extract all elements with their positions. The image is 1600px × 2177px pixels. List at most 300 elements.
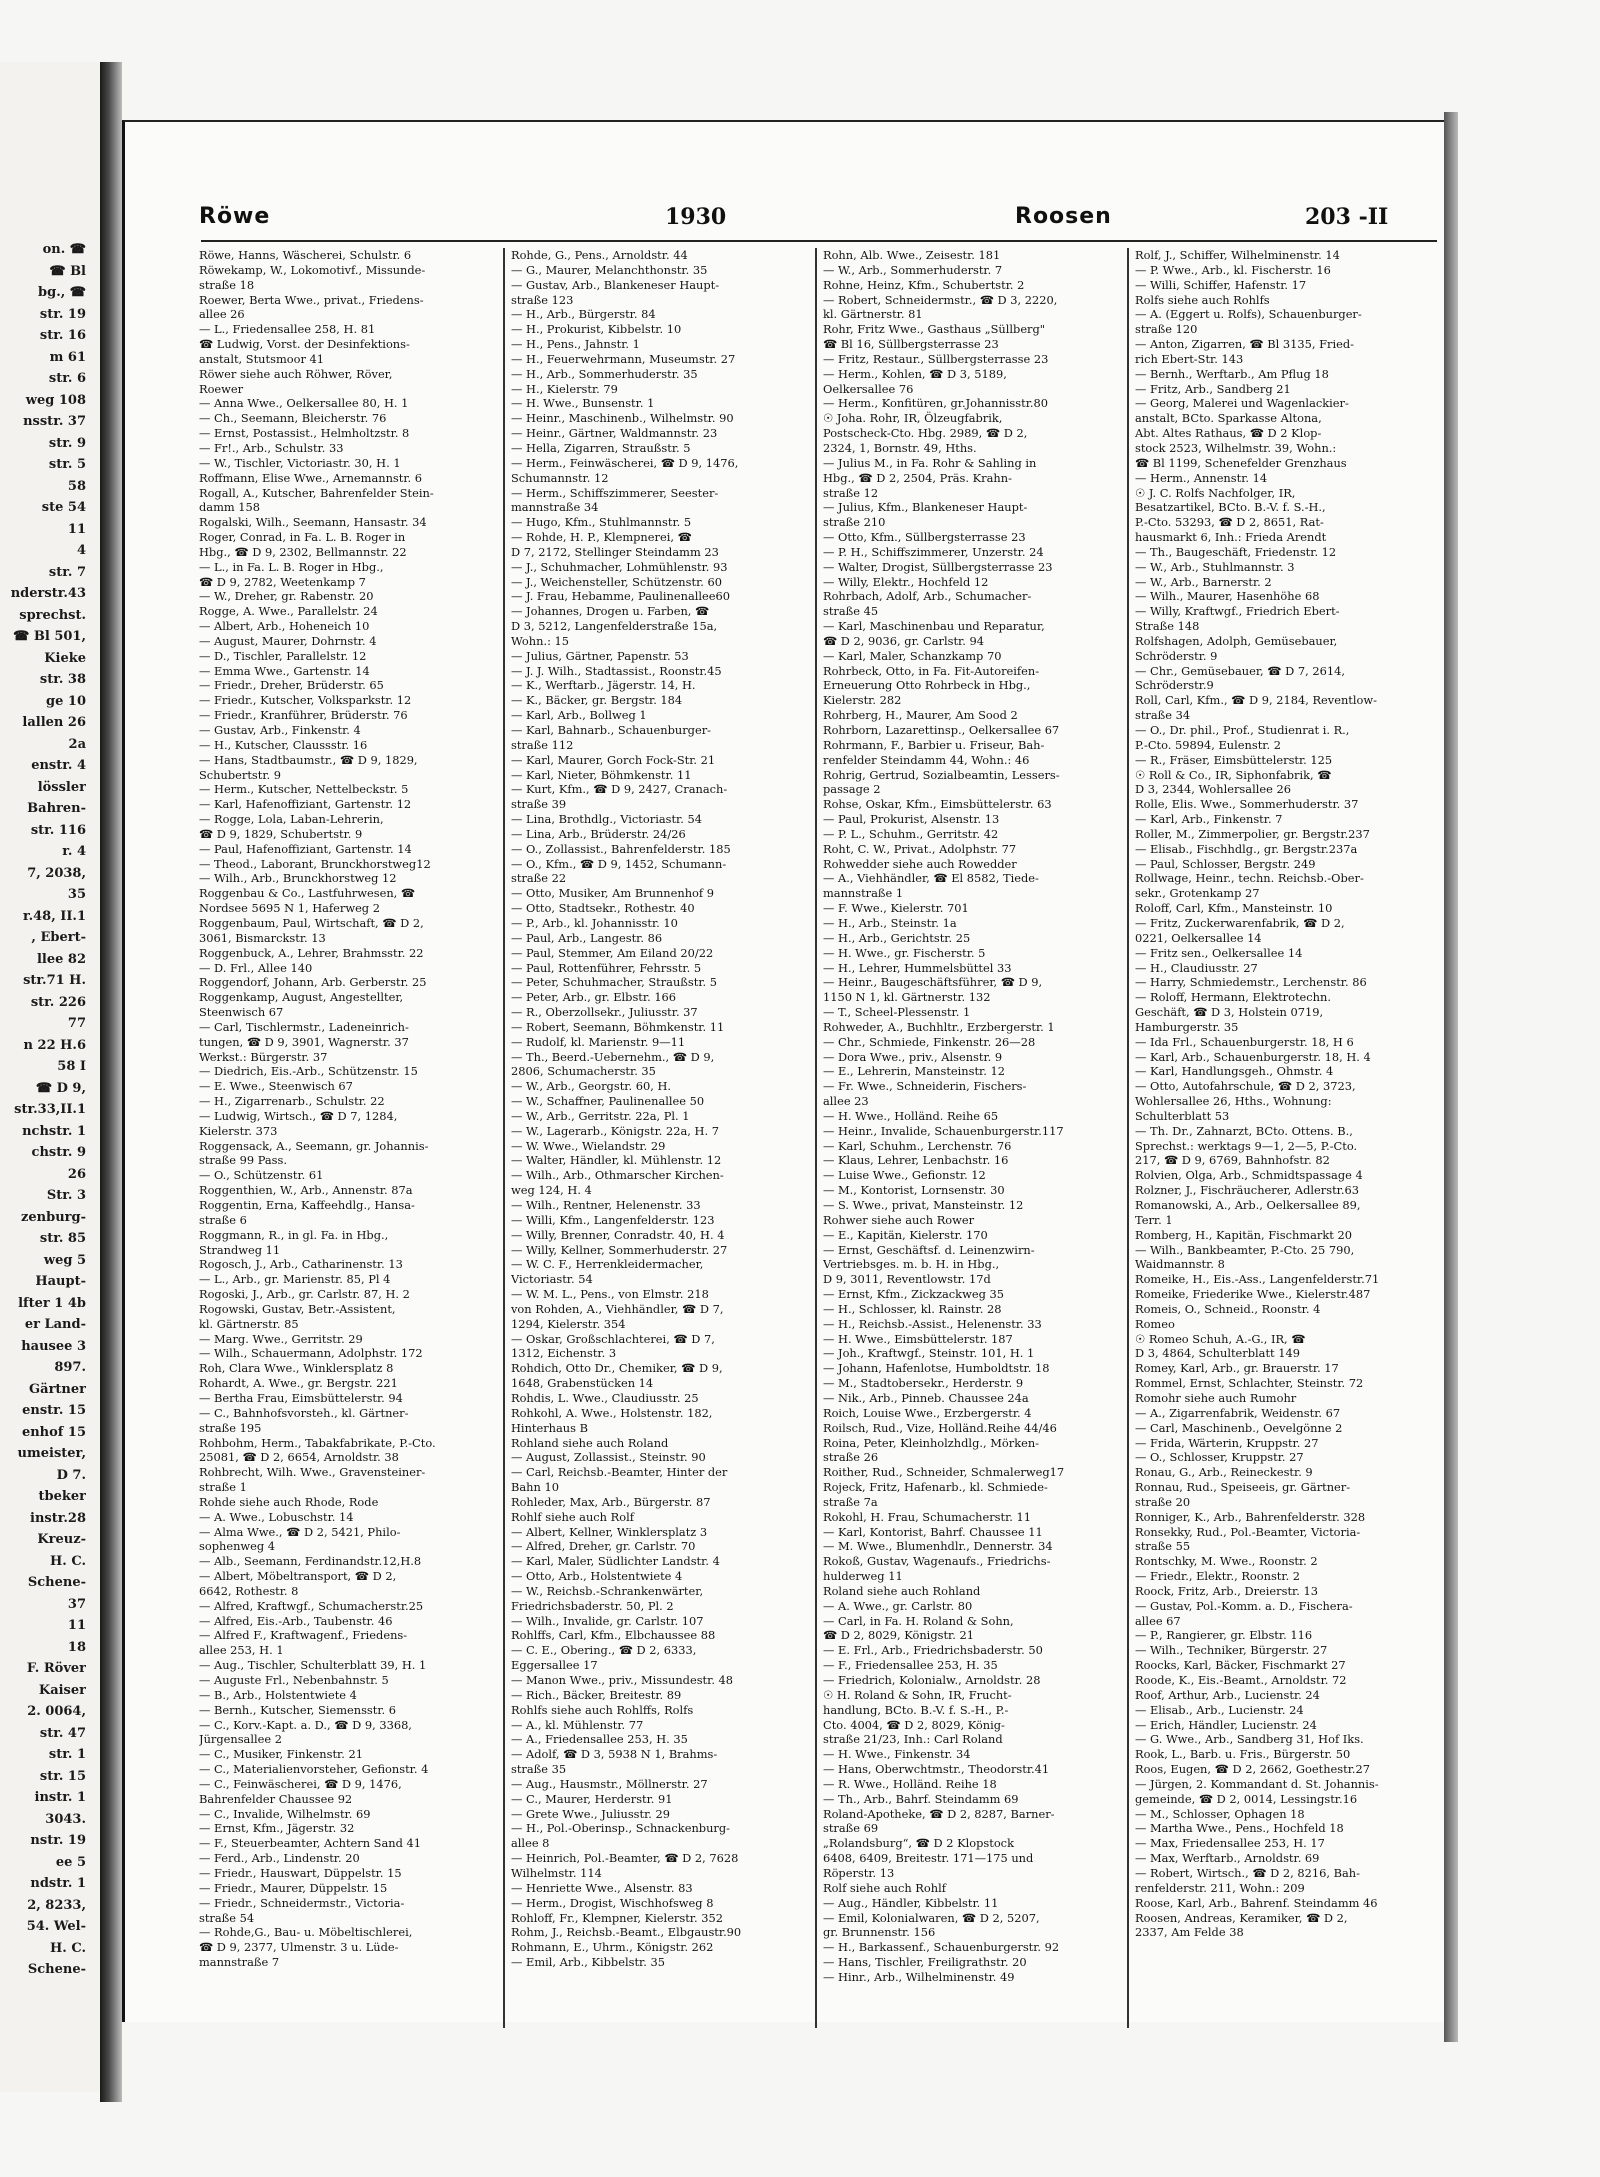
directory-entry-line: Schulterblatt 53 bbox=[1135, 1108, 1230, 1123]
page-number: 203 -II bbox=[1305, 204, 1389, 230]
directory-entry-line: — W., Tischler, Victoriastr. 30, H. 1 bbox=[199, 455, 401, 470]
directory-entry-line: — Anna Wwe., Oelkersallee 80, H. 1 bbox=[199, 396, 409, 411]
directory-entry-line: — Albert, Möbeltransport, ☎ D 2, bbox=[199, 1569, 397, 1584]
directory-entry-line: — Klaus, Lehrer, Lenbachstr. 16 bbox=[823, 1153, 1009, 1168]
directory-entry-line: straße 55 bbox=[1135, 1539, 1191, 1554]
directory-entry-line: — H., Kutscher, Claussstr. 16 bbox=[199, 737, 368, 752]
directory-entry-line: — R. Wwe., Holländ. Reihe 18 bbox=[823, 1776, 997, 1791]
directory-entry-line: — Kurt, Kfm., ☎ D 9, 2427, Cranach- bbox=[511, 782, 728, 797]
directory-entry-line: — A. Wwe., Lobuschstr. 14 bbox=[199, 1509, 354, 1524]
directory-entry-line: — Rudolf, kl. Marienstr. 9—11 bbox=[511, 1034, 686, 1049]
directory-entry-line: von Rohden, A., Viehhändler, ☎ D 7, bbox=[511, 1301, 724, 1316]
directory-entry-line: Rohwer siehe auch Rower bbox=[823, 1212, 975, 1227]
directory-entry-line: — D., Tischler, Parallelstr. 12 bbox=[199, 648, 367, 663]
directory-entry-line: — C., Invalide, Wilhelmstr. 69 bbox=[199, 1806, 371, 1821]
directory-entry-line: — D. Frl., Allee 140 bbox=[199, 960, 313, 975]
directory-entry-line: Strandweg 11 bbox=[199, 1242, 281, 1257]
directory-entry-line: Rohrbach, Adolf, Arb., Schumacher- bbox=[823, 589, 1032, 604]
directory-entry-line: — H., Claudiusstr. 27 bbox=[1135, 960, 1258, 975]
directory-entry-line: straße 1 bbox=[199, 1480, 247, 1495]
directory-entry-line: Rohde siehe auch Rhode, Rode bbox=[199, 1494, 379, 1509]
directory-entry-line: — Manon Wwe., priv., Missundestr. 48 bbox=[511, 1673, 734, 1687]
directory-entry-line: — Alfred, Kraftwgf., Schumacherstr.25 bbox=[199, 1598, 424, 1613]
previous-page-text: str. 38 bbox=[39, 672, 86, 687]
previous-page-text: nderstr.43 bbox=[10, 586, 86, 601]
directory-entry-line: — W., Schaffner, Paulinenallee 50 bbox=[511, 1094, 705, 1109]
directory-entry-line: — Ernst, Kfm., Jägerstr. 32 bbox=[199, 1821, 355, 1836]
directory-entry-line: — Carl, Reichsb.-Beamter, Hinter der bbox=[511, 1465, 728, 1480]
directory-entry-line: — Bertha Frau, Eimsbüttelerstr. 94 bbox=[199, 1390, 403, 1405]
directory-entry-line: Straße 148 bbox=[1135, 619, 1200, 634]
directory-entry-line: — Aug., Hausmstr., Möllnerstr. 27 bbox=[511, 1776, 708, 1791]
directory-entry-line: — Wilh., Invalide, gr. Carlstr. 107 bbox=[511, 1613, 704, 1628]
directory-entry-line: — J. J. Wilh., Stadtassist., Roonstr.45 bbox=[511, 663, 722, 678]
directory-entry-line: — Th., Arb., Bahrf. Steindamm 69 bbox=[823, 1791, 1019, 1806]
directory-entry-line: Rolf siehe auch Rohlf bbox=[823, 1880, 946, 1895]
directory-entry-line: Schubertstr. 9 bbox=[199, 767, 282, 782]
directory-entry-line: ☎ D 2, 9036, gr. Carlstr. 94 bbox=[823, 633, 984, 648]
directory-entry-line: — Paul, Rottenführer, Fehrsstr. 5 bbox=[511, 960, 702, 975]
directory-entry-line: — Ludwig, Wirtsch., ☎ D 7, 1284, bbox=[199, 1108, 398, 1123]
directory-entry-line: Roland-Apotheke, ☎ D 2, 8287, Barner- bbox=[823, 1806, 1055, 1821]
directory-entry-line: Vertriebsges. m. b. H. in Hbg., bbox=[823, 1257, 1000, 1272]
directory-entry-line: — Wilh., Arb., Othmarscher Kirchen- bbox=[511, 1168, 724, 1183]
previous-page-text: ste 54 bbox=[41, 500, 86, 515]
previous-page-text: nstr. 19 bbox=[30, 1833, 86, 1848]
directory-entry-line: — H., Barkassenf., Schauenburgerstr. 92 bbox=[823, 1940, 1060, 1955]
directory-entry-line: — Nik., Arb., Pinneb. Chaussee 24a bbox=[823, 1390, 1029, 1405]
previous-page-text: llee 82 bbox=[36, 951, 86, 967]
directory-entry-line: Rojeck, Fritz, Hafenarb., kl. Schmiede- bbox=[823, 1480, 1048, 1495]
directory-entry-line: 1150 N 1, kl. Gärtnerstr. 132 bbox=[823, 990, 991, 1005]
directory-entry-line: — Max, Werftarb., Arnoldstr. 69 bbox=[1135, 1851, 1320, 1866]
directory-entry-line: Rohrmann, F., Barbier u. Friseur, Bah- bbox=[823, 737, 1045, 752]
directory-entry-line: Roll, Carl, Kfm., ☎ D 9, 2184, Reventlow- bbox=[1135, 693, 1377, 708]
directory-entry-line: — O., Schlosser, Kruppstr. 27 bbox=[1135, 1450, 1304, 1465]
directory-entry-line: straße 7a bbox=[823, 1494, 878, 1509]
directory-entry-line: 6642, Rothestr. 8 bbox=[199, 1583, 299, 1598]
directory-entry-line: Rohrig, Gertrud, Sozialbeamtin, Lessers- bbox=[823, 767, 1060, 782]
directory-entry-line: straße 39 bbox=[511, 797, 567, 812]
directory-entry-line: — O., Zollassist., Bahrenfelderstr. 185 bbox=[511, 841, 731, 856]
previous-page-text: H. C. bbox=[50, 1553, 86, 1569]
previous-page-text: Gärtner bbox=[29, 1381, 86, 1397]
directory-entry-line: Erneuerung Otto Rohrbeck in Hbg., bbox=[823, 678, 1031, 693]
directory-entry-line: — Herm., Kutscher, Nettelbeckstr. 5 bbox=[199, 782, 409, 797]
directory-entry-line: Rogall, A., Kutscher, Bahrenfelder Stein- bbox=[199, 485, 434, 500]
previous-page-text: 2, 8233, bbox=[27, 1897, 86, 1913]
directory-entry-line: Roland siehe auch Rohland bbox=[823, 1583, 981, 1598]
directory-entry-line: — Paul, Stemmer, Am Eiland 20/22 bbox=[511, 945, 714, 960]
directory-entry-line: — Alfred, Dreher, gr. Carlstr. 70 bbox=[511, 1539, 696, 1554]
directory-entry-line: — Friedrich, Kolonialw., Arnoldstr. 28 bbox=[823, 1673, 1041, 1687]
directory-entry-line: — Albert, Kellner, Winklersplatz 3 bbox=[511, 1524, 708, 1539]
previous-page-text: r. 4 bbox=[62, 844, 86, 859]
directory-entry-line: — G. Wwe., Arb., Sandberg 31, Hof Iks. bbox=[1135, 1732, 1364, 1747]
directory-entry-line: — Friedr., Maurer, Düppelstr. 15 bbox=[199, 1880, 388, 1895]
directory-entry-line: — Harry, Schmiedemstr., Lerchenstr. 86 bbox=[1135, 975, 1367, 990]
directory-entry-line: — Hella, Zigarren, Straußstr. 5 bbox=[511, 440, 691, 455]
directory-entry-line: Oelkersallee 76 bbox=[823, 381, 914, 396]
directory-entry-line: — Carl, in Fa. H. Roland & Sohn, bbox=[823, 1613, 1014, 1628]
directory-entry-line: — E., Kapitän, Kielerstr. 170 bbox=[823, 1227, 988, 1242]
directory-entry-line: — Friedr., Elektr., Roonstr. 2 bbox=[1135, 1569, 1301, 1584]
directory-entry-line: — Karl, Maurer, Gorch Fock-Str. 21 bbox=[511, 752, 716, 767]
directory-entry-line: Rolfs siehe auch Rohlfs bbox=[1135, 292, 1270, 307]
previous-page-text: str. 85 bbox=[39, 1231, 86, 1246]
directory-entry-line: — M., Stadtobersekr., Herderstr. 9 bbox=[823, 1376, 1024, 1391]
directory-entry-line: — A. (Eggert u. Rolfs), Schauenburger- bbox=[1135, 307, 1362, 322]
directory-entry-line: tungen, ☎ D 9, 3901, Wagnerstr. 37 bbox=[199, 1034, 409, 1049]
directory-entry-line: ☎ Bl 16, Süllbergsterrasse 23 bbox=[823, 337, 999, 352]
directory-entry-line: Rohleder, Max, Arb., Bürgerstr. 87 bbox=[511, 1494, 711, 1509]
directory-entry-line: — W., Arb., Georgstr. 60, H. bbox=[511, 1079, 671, 1094]
directory-entry-line: — P. Wwe., Arb., kl. Fischerstr. 16 bbox=[1135, 262, 1331, 277]
directory-entry-line: renfelderstr. 211, Wohn.: 209 bbox=[1135, 1880, 1305, 1895]
directory-entry-line: Werkst.: Bürgerstr. 37 bbox=[199, 1049, 328, 1064]
directory-entry-line: — Gustav, Arb., Blankeneser Haupt- bbox=[511, 277, 720, 292]
previous-page-text: 37 bbox=[67, 1596, 86, 1612]
directory-entry-line: — Karl, Schuhm., Lerchenstr. 76 bbox=[823, 1138, 1012, 1153]
directory-entry-line: — Herm., Kohlen, ☎ D 3, 5189, bbox=[823, 366, 1007, 381]
directory-entry-line: straße 54 bbox=[199, 1910, 255, 1925]
directory-entry-line: Kielerstr. 373 bbox=[199, 1123, 278, 1138]
directory-entry-line: — Heinr., Invalide, Schauenburgerstr.117 bbox=[823, 1123, 1064, 1138]
previous-page-text: 7, 2038, bbox=[27, 865, 86, 881]
directory-entry-line: Rogoski, J., Arb., gr. Carlstr. 87, H. 2 bbox=[199, 1287, 410, 1302]
previous-page-fragment bbox=[0, 62, 104, 2092]
directory-entry-line: — H. Wwe., Bunsenstr. 1 bbox=[511, 396, 655, 411]
directory-entry-line: — C., Materialienvorsteher, Gefionstr. 4 bbox=[199, 1762, 429, 1777]
directory-entry-line: — Wilh., Rentner, Helenenstr. 33 bbox=[511, 1198, 701, 1212]
directory-entry-line: — Karl, Hafenoffiziant, Gartenstr. 12 bbox=[199, 797, 412, 812]
directory-entry-line: — C. E., Obering., ☎ D 2, 6333, bbox=[511, 1643, 697, 1658]
column-rule bbox=[1127, 248, 1129, 2028]
previous-page-text: 54. Wel- bbox=[26, 1919, 86, 1934]
previous-page-text: 58 bbox=[67, 478, 86, 494]
previous-page-text: str. 7 bbox=[48, 564, 86, 580]
directory-entry-line: Rontschky, M. Wwe., Roonstr. 2 bbox=[1135, 1554, 1318, 1569]
directory-entry-line: — H., Arb., Steinstr. 1a bbox=[823, 915, 957, 930]
directory-entry-line: — Hans, Tischler, Freiligrathstr. 20 bbox=[823, 1955, 1027, 1970]
directory-entry-line: — Fritz, Arb., Sandberg 21 bbox=[1135, 381, 1291, 396]
directory-entry-line: — Paul, Hafenoffiziant, Gartenstr. 14 bbox=[199, 841, 412, 856]
previous-page-text: instr.28 bbox=[30, 1510, 86, 1526]
directory-entry-line: straße 18 bbox=[199, 277, 255, 292]
header-right-keyword: Roosen bbox=[1015, 204, 1112, 229]
previous-page-text: 58 I bbox=[57, 1059, 86, 1074]
directory-entry-line: straße 20 bbox=[1135, 1494, 1191, 1509]
previous-page-text: 35 bbox=[67, 887, 86, 902]
directory-entry-line: — W., Arb., Sommerhuderstr. 7 bbox=[823, 262, 1003, 277]
previous-page-text: Schene- bbox=[27, 1962, 86, 1977]
directory-entry-line: straße 69 bbox=[823, 1821, 879, 1836]
previous-page-text: 18 bbox=[67, 1639, 86, 1655]
directory-entry-line: — Karl, Maschinenbau und Reparatur, bbox=[823, 619, 1045, 634]
directory-entry-line: — Dora Wwe., priv., Alsenstr. 9 bbox=[823, 1049, 1003, 1064]
directory-entry-line: Roewer, Berta Wwe., privat., Friedens- bbox=[199, 292, 424, 307]
directory-column-3 bbox=[823, 248, 1121, 2036]
directory-entry-line: stock 2523, Wilhelmstr. 39, Wohn.: bbox=[1135, 440, 1337, 455]
directory-entry-line: — Ernst, Geschäftsf. d. Leinenzwirn- bbox=[823, 1242, 1035, 1257]
previous-page-text: str. 6 bbox=[48, 371, 86, 386]
directory-entry-line: sekr., Grotenkamp 27 bbox=[1135, 886, 1260, 901]
directory-entry-line: Rohmann, E., Uhrm., Königstr. 262 bbox=[511, 1940, 714, 1955]
directory-entry-line: — Alb., Seemann, Ferdinandstr.12,H.8 bbox=[199, 1554, 422, 1569]
directory-entry-line: — A., Friedensallee 253, H. 35 bbox=[511, 1732, 688, 1747]
directory-entry-line: Röwer siehe auch Röhwer, Röver, bbox=[199, 366, 393, 381]
directory-entry-line: — B., Arb., Holstentwiete 4 bbox=[199, 1687, 357, 1702]
directory-entry-line: mannstraße 1 bbox=[823, 886, 904, 901]
directory-entry-line: 6408, 6409, Breitestr. 171—175 und bbox=[823, 1851, 1034, 1866]
previous-page-text: weg 108 bbox=[25, 392, 86, 408]
previous-page-text: Haupt- bbox=[35, 1274, 86, 1289]
directory-entry-line: — Frida, Wärterin, Kruppstr. 27 bbox=[1135, 1435, 1319, 1450]
directory-entry-line: rich Ebert-Str. 143 bbox=[1135, 351, 1244, 366]
directory-entry-line: allee 23 bbox=[823, 1094, 869, 1109]
directory-entry-line: gr. Brunnenstr. 156 bbox=[823, 1925, 936, 1940]
previous-page-text: 77 bbox=[67, 1016, 86, 1031]
directory-entry-line: — Herm., Drogist, Wischhofsweg 8 bbox=[511, 1895, 714, 1910]
directory-entry-line: — Ernst, Kfm., Zickzackweg 35 bbox=[823, 1287, 1004, 1302]
directory-entry-line: Roocks, Karl, Bäcker, Fischmarkt 27 bbox=[1135, 1658, 1346, 1673]
directory-entry-line: — Rogge, Lola, Laban-Lehrerin, bbox=[199, 812, 384, 827]
directory-entry-line: — Alfred F., Kraftwagenf., Friedens- bbox=[199, 1628, 408, 1643]
directory-entry-line: Romey, Karl, Arb., gr. Brauerstr. 17 bbox=[1135, 1361, 1339, 1376]
directory-entry-line: Romberg, H., Kapitän, Fischmarkt 20 bbox=[1135, 1227, 1352, 1242]
directory-entry-line: Rohrborn, Lazarettinsp., Oelkersallee 67 bbox=[823, 723, 1060, 737]
directory-entry-line: Rolf, J., Schiffer, Wilhelminenstr. 14 bbox=[1135, 248, 1340, 262]
directory-entry-line: Roewer bbox=[199, 381, 244, 396]
directory-entry-line: Hamburgerstr. 35 bbox=[1135, 1019, 1239, 1034]
directory-entry-line: — Theod., Laborant, Brunckhorstweg12 bbox=[199, 856, 431, 871]
directory-entry-line: ☎ D 2, 8029, Königstr. 21 bbox=[823, 1628, 974, 1643]
directory-entry-line: Besatzartikel, BCto. B.-V. f. S.-H., bbox=[1135, 500, 1326, 515]
directory-entry-line: 25081, ☎ D 2, 6654, Arnoldstr. 38 bbox=[199, 1450, 399, 1465]
directory-entry-line: Jürgensallee 2 bbox=[199, 1732, 282, 1747]
directory-entry-line: straße 195 bbox=[199, 1420, 262, 1435]
directory-entry-line: renfelder Steindamm 44, Wohn.: 46 bbox=[823, 752, 1030, 767]
previous-page-text: hausee 3 bbox=[21, 1338, 86, 1354]
directory-entry-line: — Fr. Wwe., Schneiderin, Fischers- bbox=[823, 1079, 1027, 1094]
directory-entry-line: „Rolandsburg“, ☎ D 2 Klopstock bbox=[823, 1836, 1014, 1851]
directory-entry-line: Roggenthien, W., Arb., Annenstr. 87a bbox=[199, 1183, 413, 1198]
directory-entry-line: straße 210 bbox=[823, 515, 886, 530]
directory-entry-line: — Martha Wwe., Pens., Hochfeld 18 bbox=[1135, 1821, 1344, 1836]
directory-entry-line: Bahn 10 bbox=[511, 1480, 559, 1495]
directory-entry-line: Roos, Eugen, ☎ D 2, 2662, Goethestr.27 bbox=[1135, 1762, 1371, 1777]
directory-entry-line: Rohloff, Fr., Klempner, Kielerstr. 352 bbox=[511, 1910, 723, 1925]
directory-entry-line: — O., Kfm., ☎ D 9, 1452, Schumann- bbox=[511, 856, 727, 871]
directory-entry-line: — Fritz sen., Oelkersallee 14 bbox=[1135, 945, 1303, 960]
directory-entry-line: Ronsekky, Rud., Pol.-Beamter, Victoria- bbox=[1135, 1524, 1361, 1539]
directory-entry-line: — Willy, Elektr., Hochfeld 12 bbox=[823, 574, 989, 589]
previous-page-text: zenburg- bbox=[21, 1209, 86, 1225]
directory-entry-line: Roock, Fritz, Arb., Dreierstr. 13 bbox=[1135, 1583, 1318, 1598]
directory-entry-line: — W., Arb., Gerritstr. 22a, Pl. 1 bbox=[511, 1108, 690, 1123]
directory-entry-line: Rolzner, J., Fischräucherer, Adlerstr.63 bbox=[1135, 1183, 1359, 1198]
previous-page-text: 897. bbox=[54, 1360, 86, 1375]
directory-entry-line: — H., Arb., Gerichtstr. 25 bbox=[823, 930, 971, 945]
directory-entry-line: — Paul, Prokurist, Alsenstr. 13 bbox=[823, 812, 1000, 827]
directory-entry-line: — A. Wwe., gr. Carlstr. 80 bbox=[823, 1598, 973, 1613]
directory-entry-line: D 9, 3011, Reventlowstr. 17d bbox=[823, 1272, 991, 1287]
directory-entry-line: Terr. 1 bbox=[1135, 1212, 1173, 1227]
directory-entry-line: 1648, Grabenstücken 14 bbox=[511, 1376, 654, 1391]
directory-entry-line: — Wilh., Schauermann, Adolphstr. 172 bbox=[199, 1346, 423, 1361]
directory-entry-line: Rohardt, A. Wwe., gr. Bergstr. 221 bbox=[199, 1376, 398, 1391]
directory-entry-line: — Rohde, H. P., Klempnerei, ☎ bbox=[511, 530, 692, 545]
directory-entry-line: Postscheck-Cto. Hbg. 2989, ☎ D 2, bbox=[823, 426, 1028, 441]
directory-entry-line: — Lina, Brothdlg., Victoriastr. 54 bbox=[511, 812, 702, 827]
directory-entry-line: Kielerstr. 282 bbox=[823, 693, 902, 708]
directory-entry-line: allee 67 bbox=[1135, 1613, 1181, 1628]
previous-page-text: , Ebert- bbox=[31, 930, 86, 945]
directory-entry-line: — Chr., Schmiede, Finkenstr. 26—28 bbox=[823, 1034, 1036, 1049]
directory-entry-line: Rogowski, Gustav, Betr.-Assistent, bbox=[199, 1301, 396, 1316]
directory-entry-line: — H., Zigarrenarb., Schulstr. 22 bbox=[199, 1094, 385, 1109]
directory-entry-line: Cto. 4004, ☎ D 2, 8029, König- bbox=[823, 1717, 1005, 1732]
directory-entry-line: Ronniger, K., Arb., Bahrenfelderstr. 328 bbox=[1135, 1509, 1366, 1524]
directory-entry-line: — Hans, Stadtbaumstr., ☎ D 9, 1829, bbox=[199, 752, 418, 767]
book-gutter bbox=[100, 62, 122, 2102]
directory-entry-line: Roich, Louise Wwe., Erzbergerstr. 4 bbox=[823, 1405, 1032, 1420]
directory-entry-line: — Peter, Arb., gr. Elbstr. 166 bbox=[511, 990, 677, 1005]
directory-entry-line: Roggenbau & Co., Lastfuhrwesen, ☎ bbox=[199, 886, 416, 901]
directory-entry-line: Romohr siehe auch Rumohr bbox=[1135, 1390, 1297, 1405]
directory-entry-line: Rolvien, Olga, Arb., Schmidtspassage 4 bbox=[1135, 1168, 1363, 1183]
directory-entry-line: straße 26 bbox=[823, 1450, 879, 1465]
directory-entry-line: — Lina, Arb., Brüderstr. 24/26 bbox=[511, 826, 686, 841]
previous-page-text: lallen 26 bbox=[22, 715, 86, 730]
directory-entry-line: Rokohl, H. Frau, Schumacherstr. 11 bbox=[823, 1509, 1032, 1524]
directory-entry-line: Abt. Altes Rathaus, ☎ D 2 Klop- bbox=[1135, 426, 1322, 441]
directory-entry-line: Steenwisch 67 bbox=[199, 1005, 284, 1020]
directory-entry-line: — Friedr., Kranführer, Brüderstr. 76 bbox=[199, 708, 408, 723]
directory-entry-line: Romeike, Friederike Wwe., Kielerstr.487 bbox=[1135, 1287, 1371, 1302]
directory-entry-line: — H., Kielerstr. 79 bbox=[511, 381, 618, 396]
directory-entry-line: — K., Bäcker, gr. Bergstr. 184 bbox=[511, 693, 683, 708]
directory-entry-line: — W., Arb., Stuhlmannstr. 3 bbox=[1135, 559, 1295, 574]
directory-entry-line: D 3, 2344, Wohlersallee 26 bbox=[1135, 782, 1291, 797]
directory-entry-line: — Aug., Tischler, Schulterblatt 39, H. 1 bbox=[199, 1658, 427, 1673]
previous-page-text: str. 9 bbox=[48, 435, 86, 451]
directory-entry-line: Wilhelmstr. 114 bbox=[511, 1865, 602, 1880]
directory-column-4 bbox=[1135, 248, 1433, 2036]
previous-page-text: 2a bbox=[68, 736, 86, 752]
previous-page-text: Str. 3 bbox=[46, 1188, 86, 1203]
directory-entry-line: Schumannstr. 12 bbox=[511, 470, 609, 485]
directory-column-1 bbox=[199, 248, 497, 2036]
previous-page-text: er Land- bbox=[24, 1317, 86, 1332]
directory-entry-line: — A., Viehhändler, ☎ El 8582, Tiede- bbox=[823, 871, 1039, 886]
directory-entry-line: — Willy, Kellner, Sommerhuderstr. 27 bbox=[511, 1242, 728, 1257]
directory-entry-line: Rohdich, Otto Dr., Chemiker, ☎ D 9, bbox=[511, 1361, 723, 1376]
directory-entry-line: — Luise Wwe., Gefionstr. 12 bbox=[823, 1168, 986, 1183]
directory-entry-line: Hinterhaus B bbox=[511, 1420, 588, 1435]
previous-page-text: str. 16 bbox=[39, 328, 86, 343]
directory-entry-line: — P. H., Schiffszimmerer, Unzerstr. 24 bbox=[823, 544, 1044, 559]
directory-entry-line: — Jürgen, 2. Kommandant d. St. Johannis- bbox=[1135, 1776, 1379, 1791]
directory-entry-line: — W., Lagerarb., Königstr. 22a, H. 7 bbox=[511, 1123, 719, 1138]
directory-entry-line: — C., Musiker, Finkenstr. 21 bbox=[199, 1747, 363, 1762]
directory-entry-line: — H. Wwe., Finkenstr. 34 bbox=[823, 1747, 971, 1762]
previous-page-text: on. ☎ bbox=[42, 242, 86, 257]
directory-entry-line: — Walter, Händler, kl. Mühlenstr. 12 bbox=[511, 1153, 722, 1168]
directory-entry-line: kl. Gärtnerstr. 81 bbox=[823, 307, 923, 322]
directory-entry-line: — Bernh., Werftarb., Am Pflug 18 bbox=[1135, 366, 1329, 381]
previous-page-text: ndstr. 1 bbox=[30, 1876, 86, 1891]
directory-entry-line: straße 6 bbox=[199, 1212, 247, 1227]
directory-entry-line: — P., Rangierer, gr. Elbstr. 116 bbox=[1135, 1628, 1313, 1643]
directory-entry-line: P.-Cto. 53293, ☎ D 2, 8651, Rat- bbox=[1135, 515, 1324, 530]
directory-entry-line: — Herm., Annenstr. 14 bbox=[1135, 470, 1268, 485]
directory-entry-line: — Fritz, Zuckerwarenfabrik, ☎ D 2, bbox=[1135, 915, 1345, 930]
directory-entry-line: allee 26 bbox=[199, 307, 245, 322]
directory-entry-line: Roggenkamp, August, Angestellter, bbox=[199, 990, 404, 1005]
directory-entry-line: — W. C. F., Herrenkleidermacher, bbox=[511, 1257, 704, 1272]
directory-entry-line: — M., Schlosser, Ophagen 18 bbox=[1135, 1806, 1305, 1821]
directory-entry-line: straße 12 bbox=[823, 485, 879, 500]
directory-entry-line: — Carl, Tischlermstr., Ladeneinrich- bbox=[199, 1019, 409, 1034]
directory-entry-line: 0221, Oelkersallee 14 bbox=[1135, 930, 1262, 945]
directory-entry-line: — Karl, Kontorist, Bahrf. Chaussee 11 bbox=[823, 1524, 1043, 1539]
previous-page-text: str. 116 bbox=[30, 822, 86, 838]
directory-entry-line: anstalt, BCto. Sparkasse Altona, bbox=[1135, 411, 1322, 426]
directory-entry-line: — Hans, Oberwchtmstr., Theodorstr.41 bbox=[823, 1762, 1050, 1777]
directory-entry-line: Hbg., ☎ D 9, 2302, Bellmannstr. 22 bbox=[199, 544, 407, 559]
directory-entry-line: Rohland siehe auch Roland bbox=[511, 1435, 669, 1450]
directory-entry-line: Rogosch, J., Arb., Catharinenstr. 13 bbox=[199, 1257, 403, 1272]
directory-entry-line: 2806, Schumacherstr. 35 bbox=[511, 1064, 656, 1079]
directory-entry-line: — F., Friedensallee 253, H. 35 bbox=[823, 1658, 998, 1673]
directory-entry-line: — Anton, Zigarren, ☎ Bl 3135, Fried- bbox=[1135, 337, 1354, 352]
previous-page-text: str. 226 bbox=[30, 994, 86, 1010]
previous-page-text: ☎ D 9, bbox=[35, 1080, 86, 1096]
previous-page-text: 4 bbox=[76, 543, 86, 558]
previous-page-text: ee 5 bbox=[55, 1854, 86, 1870]
directory-entry-line: Rokoß, Gustav, Wagenaufs., Friedrichs- bbox=[823, 1554, 1051, 1569]
directory-entry-line: Rolfshagen, Adolph, Gemüsebauer, bbox=[1135, 633, 1338, 648]
directory-entry-line: — Heinrich, Pol.-Beamter, ☎ D 2, 7628 bbox=[511, 1851, 739, 1866]
previous-page-text: lössler bbox=[37, 779, 86, 795]
directory-entry-line: Rollwage, Heinr., techn. Reichsb.-Ober- bbox=[1135, 871, 1364, 886]
directory-entry-line: Roh, Clara Wwe., Winklersplatz 8 bbox=[199, 1361, 394, 1376]
directory-entry-line: Sprechst.: werktags 9—1, 2—5, P.-Cto. bbox=[1135, 1138, 1358, 1153]
directory-entry-line: — Willi, Kfm., Langenfelderstr. 123 bbox=[511, 1212, 715, 1227]
directory-entry-line: weg 124, H. 4 bbox=[511, 1183, 592, 1198]
previous-page-text: 11 bbox=[67, 521, 86, 537]
directory-entry-line: Romeo bbox=[1135, 1316, 1175, 1331]
directory-entry-line: — C., Maurer, Herderstr. 91 bbox=[511, 1791, 673, 1806]
directory-entry-line: — Paul, Schlosser, Bergstr. 249 bbox=[1135, 856, 1316, 871]
previous-page-text: Bahren- bbox=[27, 801, 86, 816]
directory-entry-line: Romeis, O., Schneid., Roonstr. 4 bbox=[1135, 1301, 1321, 1316]
directory-entry-line: Rook, L., Barb. u. Fris., Bürgerstr. 50 bbox=[1135, 1747, 1351, 1762]
directory-entry-line: — Fritz, Restaur., Süllbergsterrasse 23 bbox=[823, 351, 1049, 366]
directory-entry-line: — H., Feuerwehrmann, Museumstr. 27 bbox=[511, 351, 736, 366]
directory-entry-line: — Alma Wwe., ☎ D 2, 5421, Philo- bbox=[199, 1524, 401, 1539]
directory-entry-line: allee 8 bbox=[511, 1836, 550, 1851]
directory-entry-line: — Herm., Schiffszimmerer, Seester- bbox=[511, 485, 719, 500]
directory-entry-line: straße 123 bbox=[511, 292, 574, 307]
directory-entry-line: — Marg. Wwe., Gerritstr. 29 bbox=[199, 1331, 363, 1346]
previous-page-text: enhof 15 bbox=[21, 1424, 86, 1440]
directory-entry-line: mannstraße 34 bbox=[511, 500, 599, 515]
directory-entry-line: — Friedr., Schneidermstr., Victoria- bbox=[199, 1895, 405, 1910]
directory-entry-line: Hbg., ☎ D 2, 2504, Präs. Krahn- bbox=[823, 470, 1012, 485]
directory-entry-line: Rohr, Fritz Wwe., Gasthaus „Süllberg" bbox=[823, 322, 1046, 337]
